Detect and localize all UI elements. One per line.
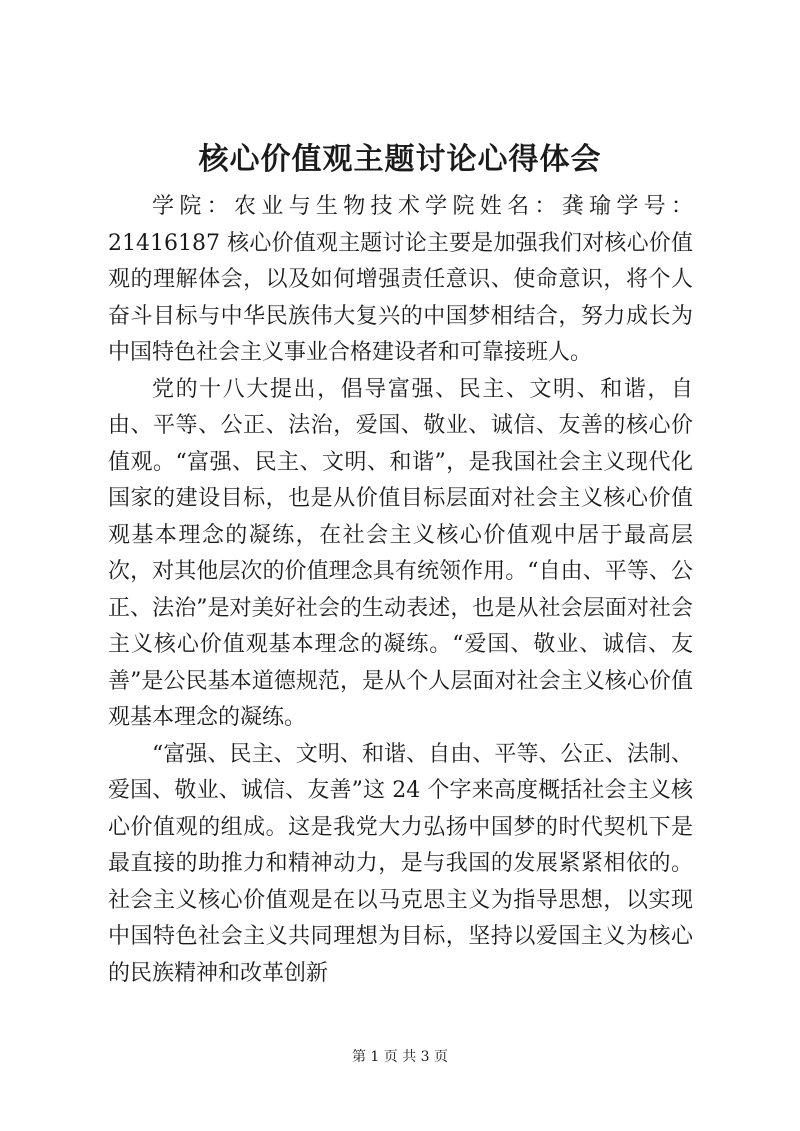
page-footer: 第 1 页 共 3 页: [351, 1049, 449, 1065]
paragraph-2: 党的十八大提出，倡导富强、民主、文明、和谐，自由、平等、公正、法治，爱国、敬业、诚信、友善的核心价值观。“富强、民主、文明、和谐”，是我国社会主义现代化国家的建设目标，也是从价值目标层面对社会主义核心价值观基本理念的凝练，在社会主义核心价值观中居于最高层次，对其他层次的价值理念具有统领作用。“自由、平等、公正、法治”是对美好社会的生动表述，也是从社会层面对社会主义核心价值观基本理念的凝练。“爱国、敬业、诚信、友善”是公民基本道德规范，是从个人层面对社会主义核心价值观基本理念的凝练。: [108, 376, 693, 730]
document-body: [108, 189, 693, 992]
paragraph-1: 学院：农业与生物技术学院姓名：龚瑜学号：21416187 核心价值观主题讨论主要是加强我们对核心价值观的理解体会，以及如何增强责任意识、使命意识，将个人奋斗目标与中华民族伟大复兴的中国梦相结合，努力成长为中国特色社会主义事业合格建设者和可靠接班人。: [108, 194, 693, 365]
document-title: 核心价值观主题讨论心得体会: [198, 142, 602, 177]
paragraph-3: “富强、民主、文明、和谐、自由、平等、公正、法制、爱国、敬业、诚信、友善”这 24 个字来高度概括社会主义核心价值观的组成。这是我党大力弘扬中国梦的时代契机下是最直接的助推力和精神动力，是与我国的发展紧紧相依的。社会主义核心价值观是在以马克思主义为指导思想，以实现中国特色社会主义共同理想为目标，坚持以爱国主义为核心的民族精神和改革创新: [108, 741, 693, 986]
